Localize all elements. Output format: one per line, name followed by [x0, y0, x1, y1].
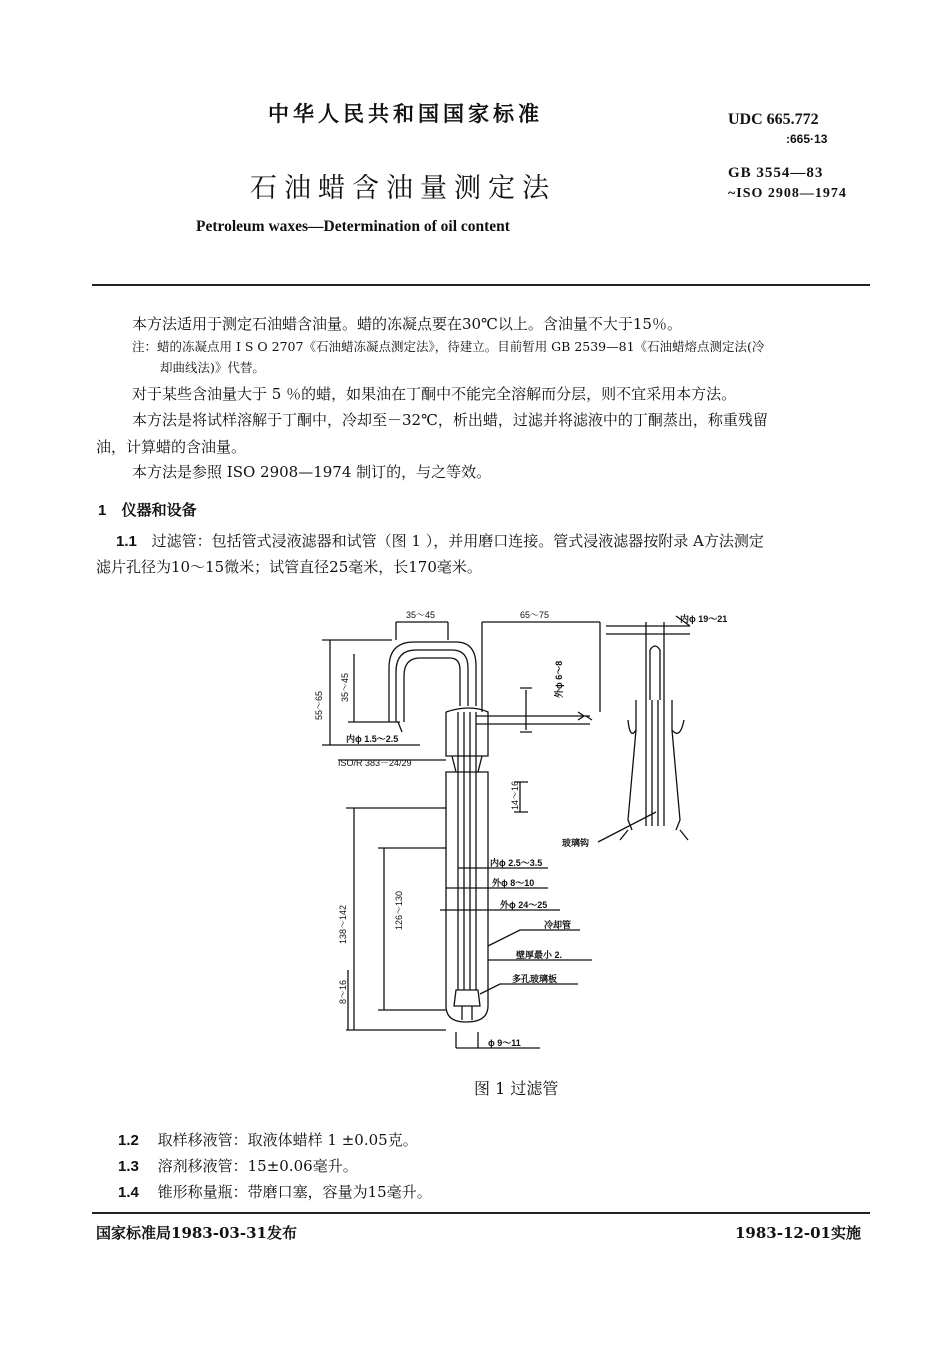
item-number: 1.3 [118, 1158, 139, 1175]
issuing-authority: 中华人民共和国国家标准 [268, 101, 543, 126]
label-dim-8-16: 8～16 [338, 979, 348, 1004]
label-inner-19-21: 内ϕ 19～21 [680, 614, 728, 624]
label-dia-9-11: ϕ 9～11 [488, 1038, 521, 1048]
outer-test-tube [446, 772, 488, 1022]
label-dim-35-45-side: 35～45 [340, 672, 350, 702]
filter-tube-figure [300, 600, 760, 1060]
udc-code: UDC 665.772 [728, 111, 819, 128]
note-line: 注：蜡的冻凝点用 I S O 2707《石油蜡冻凝点测定法》，待建立。目前暂用 GB 2539—81《石油蜡熔点测定法(冷 [132, 339, 765, 354]
item-number: 1.2 [118, 1132, 139, 1149]
label-iso-joint: ISO/R 383－24/29 [338, 758, 412, 768]
item-1-1-cont: 滤片孔径为10～15微米；试管直径25毫米，长170毫米。 [96, 558, 482, 576]
gb-number: GB 3554—83 [728, 165, 824, 181]
item-1-3 [118, 1155, 358, 1176]
label-dim-35-45-top: 35～45 [406, 610, 436, 620]
label-dim-65-75: 65～75 [520, 610, 550, 620]
limit-paragraph: 对于某些含油量大于 5 ％的蜡，如果油在丁酮中不能完全溶解而分层，则不宜采用本方法。 [132, 385, 737, 403]
item-1-4 [118, 1181, 432, 1202]
section-heading [98, 499, 197, 520]
label-inner-2-5-3-5: 内ϕ 2.5～3.5 [490, 858, 543, 868]
label-dim-126-130: 126～130 [394, 890, 404, 930]
iso-equivalent: ~ISO 2908—1974 [728, 186, 847, 201]
section-number: 1 [98, 502, 107, 519]
equivalence-paragraph: 本方法是参照 ISO 2908—1974 制订的，与之等效。 [132, 463, 492, 481]
principle-paragraph: 本方法是将试样溶解于丁酮中，冷却至－32℃，析出蜡，过滤并将滤液中的丁酮蒸出，称重残留 [132, 411, 768, 429]
label-dim-55-65: 55～65 [314, 690, 324, 720]
figure-caption: 图 1 过滤管 [474, 1079, 559, 1098]
note-line: 却曲线法)》代替。 [160, 360, 265, 375]
label-wall-min: 壁厚最小 2. [516, 950, 563, 960]
siphon-tube-inner [404, 658, 460, 722]
section-title: 仪器和设备 [121, 501, 197, 519]
item-text: 溶剂移液管：15±0.06毫升。 [157, 1157, 358, 1175]
udc-code-suffix: :665·13 [786, 132, 828, 146]
label-outer-8-10: 外ϕ 8～10 [492, 878, 535, 888]
detail-joint [628, 730, 680, 830]
label-cooling-tube: 冷却管 [544, 920, 572, 930]
porous-glass-plate [454, 990, 480, 1006]
scope-paragraph: 本方法适用于测定石油蜡含油量。蜡的冻凝点要在30℃以上。含油量不大于15％。 [132, 315, 682, 333]
label-porous-plate: 多孔玻璃板 [512, 974, 558, 984]
label-inner-1-5-2-5: 内ϕ 1.5～2.5 [346, 734, 399, 744]
footer-divider [92, 1212, 870, 1214]
label-outer-24-25: 外ϕ 24～25 [500, 900, 548, 910]
label-outer-6-8: 外ϕ 6～8 [554, 660, 564, 698]
item-number: 1.4 [118, 1184, 139, 1201]
item-1-2 [118, 1129, 418, 1150]
standard-title-english: Petroleum waxes—Determination of oil content [196, 218, 510, 235]
item-text: 锥形称量瓶：带磨口塞，容量为15毫升。 [157, 1183, 432, 1201]
item-1-1 [116, 530, 764, 551]
standard-title: 石油蜡含油量测定法 [250, 173, 556, 204]
item-number: 1.1 [116, 533, 137, 550]
label-glass-hook: 玻璃钩 [562, 838, 590, 848]
item-text: 过滤管：包括管式浸液滤器和试管（图 1 ），并用磨口连接。管式浸液滤器按附录 A方法测定 [151, 532, 764, 550]
effective-date: 1983-12-01实施 [735, 1224, 861, 1242]
item-text: 取样移液管：取液体蜡样 1 ±0.05克。 [157, 1131, 418, 1149]
ground-joint [446, 708, 488, 756]
header-divider [92, 284, 870, 286]
label-dim-14-16: 14～16 [510, 780, 520, 810]
principle-paragraph-cont: 油，计算蜡的含油量。 [96, 438, 247, 456]
side-arm [476, 716, 590, 724]
issue-date: 国家标准局1983-03-31发布 [96, 1224, 297, 1242]
label-dim-138-142: 138～142 [338, 904, 348, 944]
